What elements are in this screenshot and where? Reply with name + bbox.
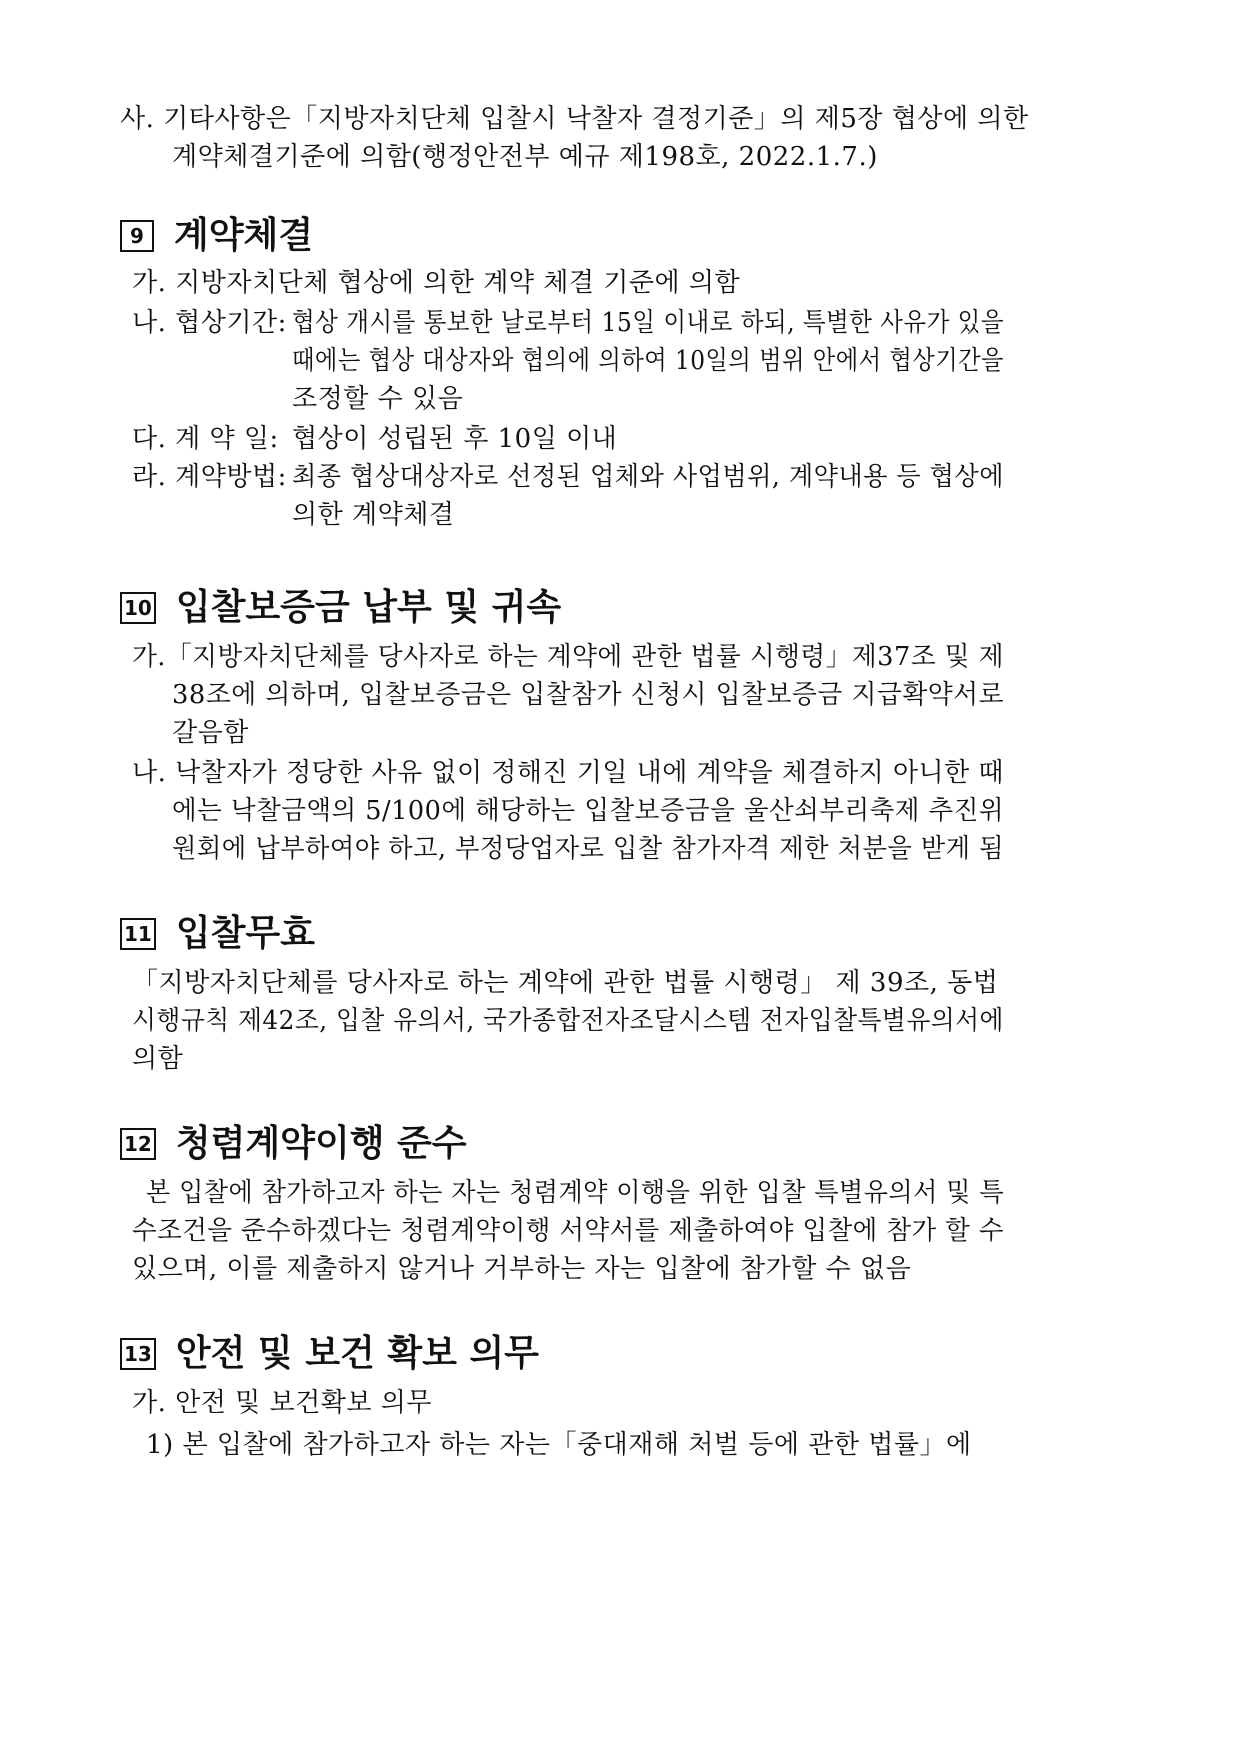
intro-text-1: 사. 기타사항은「지방자치단체 입찰시 낙찰자 결정기준」의 제5장 협상에 의한 xyxy=(120,104,1029,134)
sec9-item-da-1 xyxy=(292,422,617,456)
sec10-na-text-1: 나. 낙찰자가 정당한 사유 없이 정해진 기일 내에 계약을 체결하지 아니한 때 xyxy=(132,758,1005,788)
section-title-11: 입찰무효 xyxy=(175,913,315,954)
intro-line-1 xyxy=(120,102,1029,136)
sec9-na-text-2: 때에는 협상 대상자와 협의에 의하여 10일의 범위 안에서 협상기간을 xyxy=(292,346,1004,376)
sec10-na-3 xyxy=(172,832,1028,866)
sec10-ga-2 xyxy=(172,678,1010,712)
section-heading-11 xyxy=(120,912,315,956)
sec11-p-2 xyxy=(132,1004,1047,1038)
sec10-na-text-3: 원회에 납부하여야 하고, 부정당업자로 입찰 참가자격 제한 처분을 받게 됨 xyxy=(172,834,1004,864)
intro-text-2: 계약체결기준에 의함(행정안전부 예규 제198호, 2022.1.7.) xyxy=(172,142,878,172)
section-title-13: 안전 및 보건 확보 의무 xyxy=(175,1333,539,1374)
sec10-ga-text-3: 갈음함 xyxy=(172,718,249,748)
sec11-text-1: 「지방자치단체를 당사자로 하는 계약에 관한 법률 시행령」 제 39조, 동법 xyxy=(132,968,999,998)
sec12-text-3: 있으며, 이를 제출하지 않거나 거부하는 자는 입찰에 참가할 수 없음 xyxy=(132,1254,912,1284)
sec13-ga-text: 가. 안전 및 보건확보 의무 xyxy=(132,1388,432,1418)
section-number-11: 11 xyxy=(120,918,156,950)
sec13-item-1 xyxy=(146,1428,972,1462)
section-number-10: 10 xyxy=(120,592,156,624)
sec11-text-2: 시행규칙 제42조, 입찰 유의서, 국가종합전자조달시스템 전자입찰특별유의서에 xyxy=(132,1006,1004,1036)
sec10-na-text-2: 에는 낙찰금액의 5/100에 해당하는 입찰보증금을 울산쇠부리축제 추진위 xyxy=(172,796,1005,826)
sec9-da-text: 협상이 성립된 후 10일 이내 xyxy=(292,424,618,454)
sec9-item-na-3 xyxy=(292,382,463,416)
sec9-item-ra-1 xyxy=(292,460,1028,494)
sec13-ga xyxy=(132,1386,432,1420)
sec9-na-text-3: 조정할 수 있음 xyxy=(292,384,464,414)
sec9-item-na-1 xyxy=(292,306,1080,340)
section-heading-12 xyxy=(120,1122,467,1166)
sec9-ra-text-1: 최종 협상대상자로 선정된 업체와 사업범위, 계약내용 등 협상에 xyxy=(292,462,1004,492)
sec9-item-da-label xyxy=(132,422,279,456)
sec11-p-3 xyxy=(132,1042,183,1076)
section-number-9: 9 xyxy=(120,220,154,252)
section-heading-13 xyxy=(120,1332,539,1376)
sec10-ga-text-1: 가.「지방자치단체를 당사자로 하는 계약에 관한 법률 시행령」제37조 및 제 xyxy=(132,642,1005,672)
sec12-p-1 xyxy=(146,1176,1037,1210)
section-title-10: 입찰보증금 납부 및 귀속 xyxy=(175,587,562,628)
sec10-ga-1 xyxy=(132,640,1015,674)
sec13-item-1-text: 1) 본 입찰에 참가하고자 하는 자는「중대재해 처벌 등에 관한 법률」에 xyxy=(146,1430,972,1460)
sec10-ga-text-2: 38조에 의하며, 입찰보증금은 입찰참가 신청시 입찰보증금 지급확약서로 xyxy=(172,680,1005,710)
section-number-13: 13 xyxy=(120,1338,156,1370)
sec9-item-ga xyxy=(132,266,740,300)
sec9-item-na-label xyxy=(132,306,287,340)
sec12-text-2: 수조건을 준수하겠다는 청렴계약이행 서약서를 제출하여야 입찰에 참가 할 수 xyxy=(132,1216,1004,1246)
section-title-12: 청렴계약이행 준수 xyxy=(175,1123,467,1164)
sec9-item-na-2 xyxy=(292,344,1088,378)
sec12-text-1: 본 입찰에 참가하고자 하는 자는 청렴계약 이행을 위한 입찰 특별유의서 및 특 xyxy=(146,1178,1005,1208)
section-title-9: 계약체결 xyxy=(174,215,314,256)
section-number-12: 12 xyxy=(120,1128,156,1160)
sec11-p-1 xyxy=(132,966,998,1000)
sec9-da-label: 다. 계 약 일: xyxy=(132,424,279,454)
sec12-p-2 xyxy=(132,1214,1022,1248)
sec9-na-text-1: 협상 개시를 통보한 날로부터 15일 이내로 하되, 특별한 사유가 있을 xyxy=(292,308,1004,338)
sec12-p-3 xyxy=(132,1252,911,1286)
sec10-na-1 xyxy=(132,756,1006,790)
sec9-item-ra-2 xyxy=(292,498,454,532)
sec11-text-3: 의함 xyxy=(132,1044,184,1074)
sec10-ga-3 xyxy=(172,716,249,750)
sec9-item-ra-label xyxy=(132,460,287,494)
sec9-ra-label: 라. 계약방법: xyxy=(132,462,287,492)
sec9-na-label: 나. 협상기간: xyxy=(132,308,287,338)
sec10-na-2 xyxy=(172,794,1019,828)
section-heading-10 xyxy=(120,586,561,630)
intro-line-2 xyxy=(172,140,878,174)
sec9-ga-text: 가. 지방자치단체 협상에 의한 계약 체결 기준에 의함 xyxy=(132,268,741,298)
sec9-ra-text-2: 의한 계약체결 xyxy=(292,500,455,530)
section-heading-9 xyxy=(120,214,313,258)
